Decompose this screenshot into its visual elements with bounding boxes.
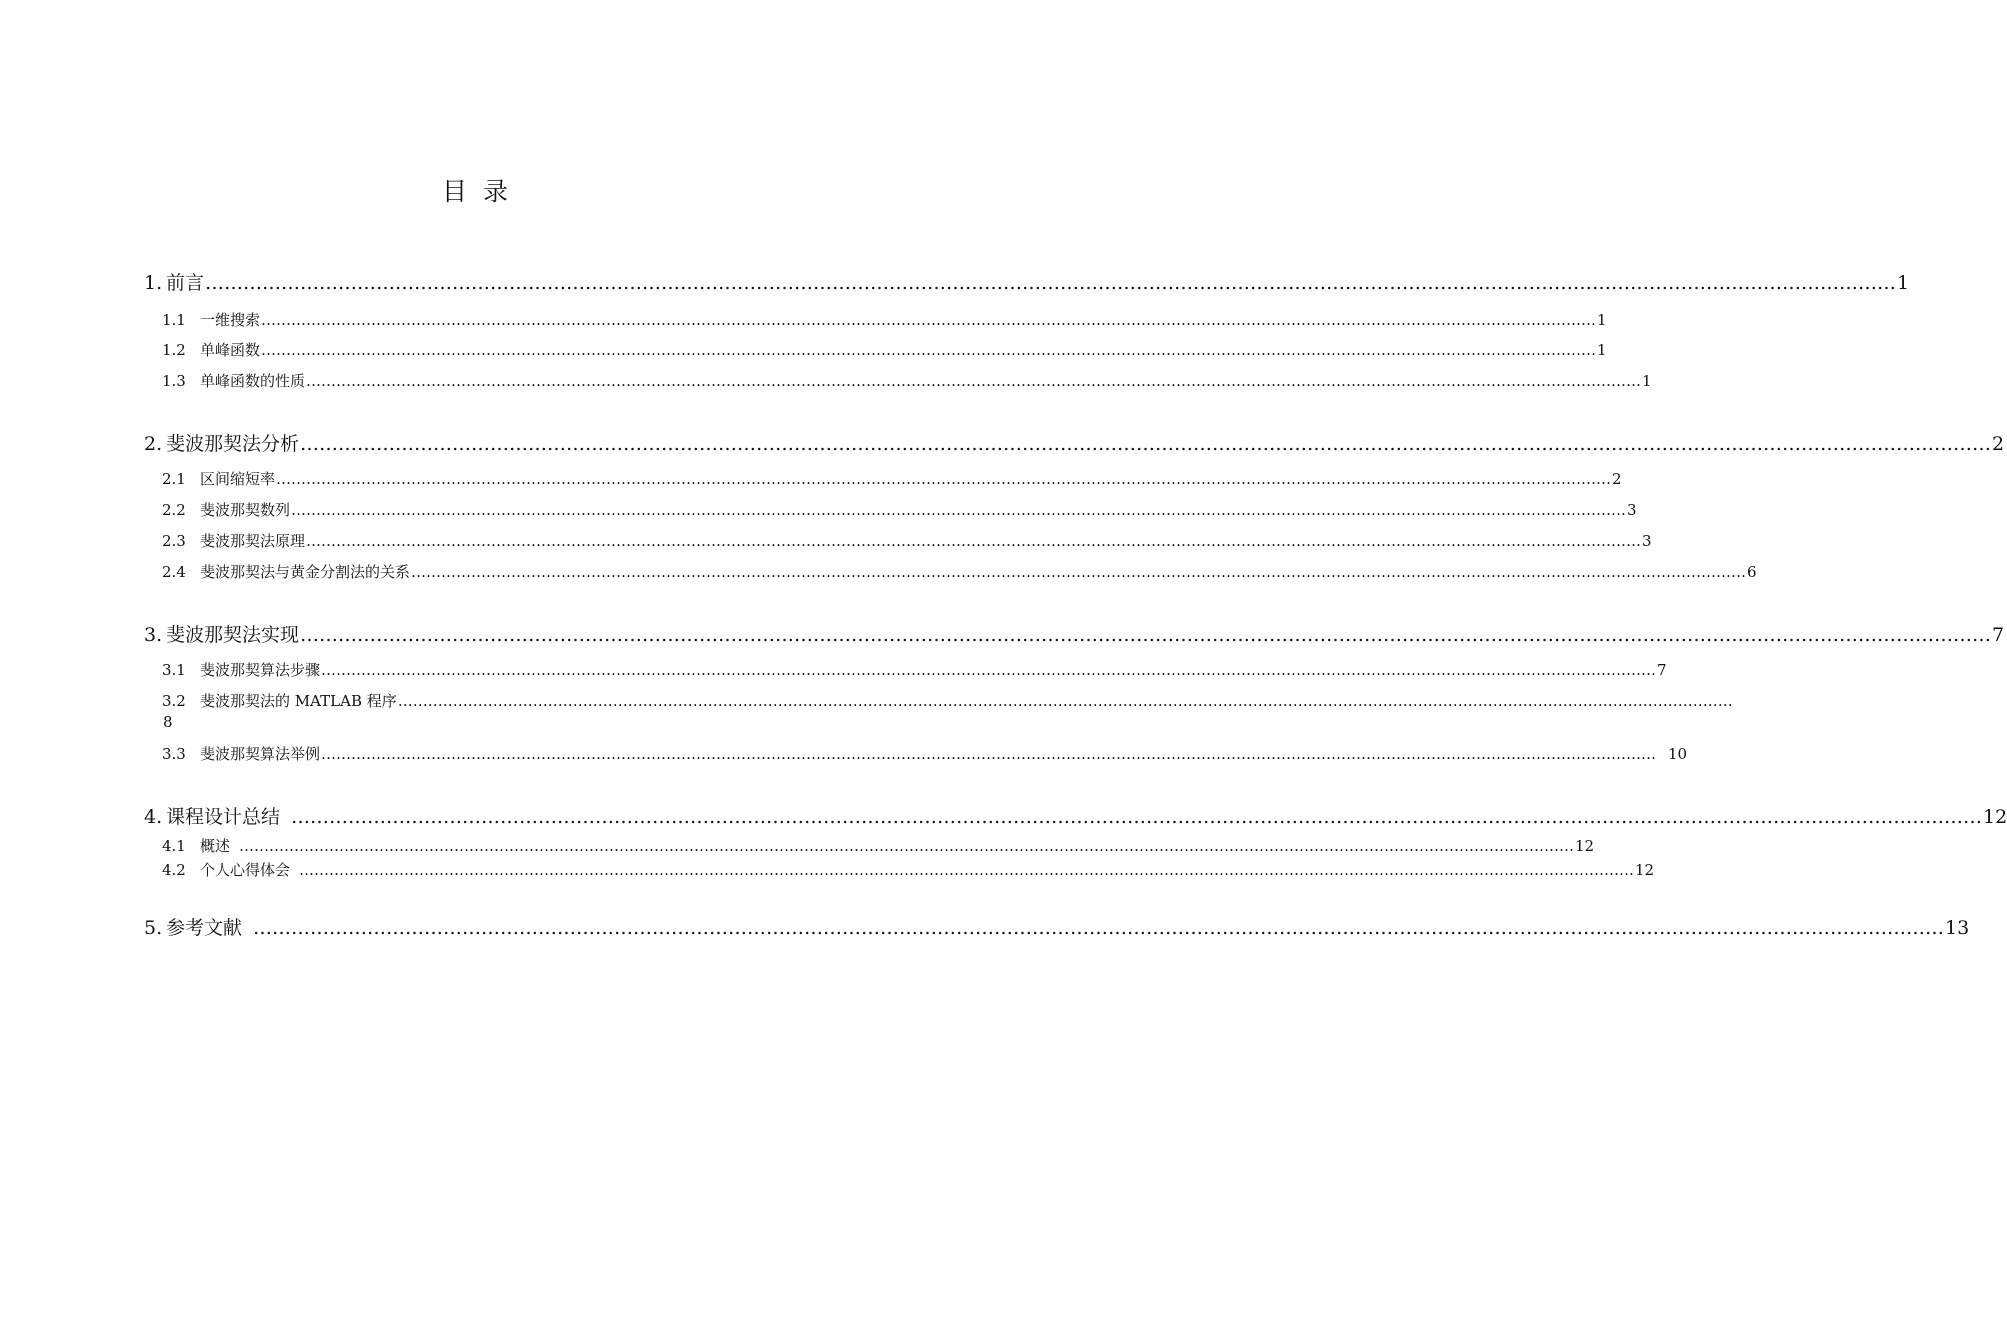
toc-entry-number: 3.2 <box>162 692 186 710</box>
toc-entry-number: 2.1 <box>162 470 186 488</box>
toc-entry-label: 前言 <box>166 272 205 294</box>
toc-entry-number: 1.1 <box>162 311 186 329</box>
toc-entry-number: 2.3 <box>162 532 186 550</box>
toc-leader-dots: …………………………………………………………………………………………………………………………………………………………………………………………………………………………………………… <box>261 341 1597 359</box>
toc-entry-page: 1 <box>1642 372 1652 390</box>
toc-entry-page: 2 <box>1992 433 2005 455</box>
toc-entry-number: 2.4 <box>162 563 186 581</box>
toc-entry-label: 斐波那契数列 <box>200 501 291 519</box>
toc-entry-3-3[interactable] <box>162 743 1688 764</box>
toc-entry-1-2[interactable] <box>162 339 1607 360</box>
toc-entry-number: 3.3 <box>162 745 186 763</box>
toc-entry-4-2[interactable] <box>162 859 1655 880</box>
toc-entry-page: 13 <box>1945 917 1970 939</box>
toc-entry-page: 7 <box>1657 661 1667 679</box>
toc-entry-label: 斐波那契算法步骤 <box>200 661 321 679</box>
toc-entry-label: 斐波那契法分析 <box>166 433 300 455</box>
toc-entry-label: 斐波那契法与黄金分割法的关系 <box>200 563 411 581</box>
toc-entry-number: 4.2 <box>162 861 186 879</box>
toc-leader-dots: …………………………………………………………………………………………………………………………………………………………………………………………………………………………………………… <box>321 661 1657 679</box>
toc-entry-page: 1 <box>1597 341 1607 359</box>
toc-leader-dots: …………………………………………………………………………………………………………………………………………………………………………………………………………………………………………… <box>291 501 1627 519</box>
toc-entry-2-4[interactable] <box>162 561 1757 582</box>
toc-entry-number: 4. <box>144 806 163 828</box>
toc-entry-label: 课程设计总结 <box>166 806 281 828</box>
toc-entry-4[interactable] <box>144 802 2007 829</box>
toc-entry-2[interactable] <box>144 429 2005 456</box>
toc-entry-page: 12 <box>1575 837 1595 855</box>
toc-entry-1-1[interactable] <box>162 309 1607 330</box>
toc-entry-page: 1 <box>1597 311 1607 329</box>
toc-entry-4-1[interactable] <box>162 835 1595 856</box>
toc-leader-dots: …………………………………………………………………………………………………………………………………………………………………………………………………………………………………………… <box>411 563 1747 581</box>
toc-entry-page: 7 <box>1992 624 2005 646</box>
toc-entry-number: 4.1 <box>162 837 186 855</box>
toc-entry-page: 10 <box>1668 745 1688 763</box>
toc-leader-dots: …………………………………………………………………………………………………………………………………………………………………………………………………………………………………………… <box>306 532 1642 550</box>
toc-entry-number: 2.2 <box>162 501 186 519</box>
toc-entry-label: 斐波那契法原理 <box>200 532 306 550</box>
toc-entry-label: 区间缩短率 <box>200 470 276 488</box>
toc-entry-3-1[interactable] <box>162 659 1667 680</box>
toc-entry-label: 参考文献 <box>166 917 243 939</box>
toc-entry-page: 3 <box>1627 501 1637 519</box>
toc-entry-3[interactable] <box>144 620 2005 647</box>
toc-entry-page: 3 <box>1642 532 1652 550</box>
toc-leader-dots: …………………………………………………………………………………………………………………………………………………………………………………………………………………………………………… <box>306 372 1642 390</box>
toc-leader-dots: …………………………………………………………………………………………………………………………………………………………………………………………………………………………………………… <box>300 433 1992 455</box>
toc-entry-number: 3.1 <box>162 661 186 679</box>
toc-entry-label: 斐波那契算法举例 <box>200 745 321 763</box>
toc-entry-page: 2 <box>1612 470 1622 488</box>
toc-entry-page: 12 <box>1983 806 2007 828</box>
toc-leader-dots: …………………………………………………………………………………………………………………………………………………………………………………………………………………………………………… <box>291 806 1983 828</box>
toc-entry-2-1[interactable] <box>162 468 1622 489</box>
toc-entry-1-3[interactable] <box>162 370 1652 391</box>
toc-entry-5[interactable] <box>144 913 1970 940</box>
toc-entry-label: 个人心得体会 <box>200 861 291 879</box>
toc-entry-1[interactable] <box>144 268 1910 295</box>
toc-entry-2-2[interactable] <box>162 499 1637 520</box>
toc-leader-dots: …………………………………………………………………………………………………………………………………………………………………………………………………………………………………………… <box>261 311 1597 329</box>
toc-entry-number: 1. <box>144 272 163 294</box>
toc-entry-number: 3. <box>144 624 163 646</box>
toc-entry-label: 一维搜索 <box>200 311 261 329</box>
toc-entry-page: 12 <box>1635 861 1655 879</box>
toc-entry-page-wrapped: 8 <box>163 713 173 731</box>
page-title: 目录 <box>441 177 524 206</box>
toc-entry-number: 2. <box>144 433 163 455</box>
toc-leader-dots: …………………………………………………………………………………………………………………………………………………………………………………………………………………………………………… <box>299 861 1635 879</box>
toc-entry-label: 概述 <box>200 837 231 855</box>
toc-leader-dots: …………………………………………………………………………………………………………………………………………………………………………………………………………………………………………… <box>205 272 1897 294</box>
toc-entry-label: 单峰函数 <box>200 341 261 359</box>
toc-entry-label: 斐波那契法实现 <box>166 624 300 646</box>
toc-entry-label: 斐波那契法的 MATLAB 程序 <box>200 692 397 710</box>
toc-entry-3-2[interactable] <box>162 690 1733 711</box>
toc-entry-2-3[interactable] <box>162 530 1652 551</box>
toc-entry-page: 1 <box>1897 272 1910 294</box>
toc-entry-number: 1.2 <box>162 341 186 359</box>
toc-entry-page: 6 <box>1747 563 1757 581</box>
toc-leader-dots: …………………………………………………………………………………………………………………………………………………………………………………………………………………………………………… <box>239 837 1575 855</box>
toc-leader-dots: …………………………………………………………………………………………………………………………………………………………………………………………………………………………………………… <box>321 745 1657 763</box>
toc-leader-dots: …………………………………………………………………………………………………………………………………………………………………………………………………………………………………………… <box>276 470 1612 488</box>
toc-entry-number: 5. <box>144 917 163 939</box>
toc-entry-label: 单峰函数的性质 <box>200 372 306 390</box>
toc-entry-number: 1.3 <box>162 372 186 390</box>
toc-leader-dots: …………………………………………………………………………………………………………………………………………………………………………………………………………………………………………… <box>300 624 1992 646</box>
toc-leader-dots: …………………………………………………………………………………………………………………………………………………………………………………………………………………………………………… <box>397 692 1733 710</box>
toc-leader-dots: …………………………………………………………………………………………………………………………………………………………………………………………………………………………………………… <box>253 917 1945 939</box>
